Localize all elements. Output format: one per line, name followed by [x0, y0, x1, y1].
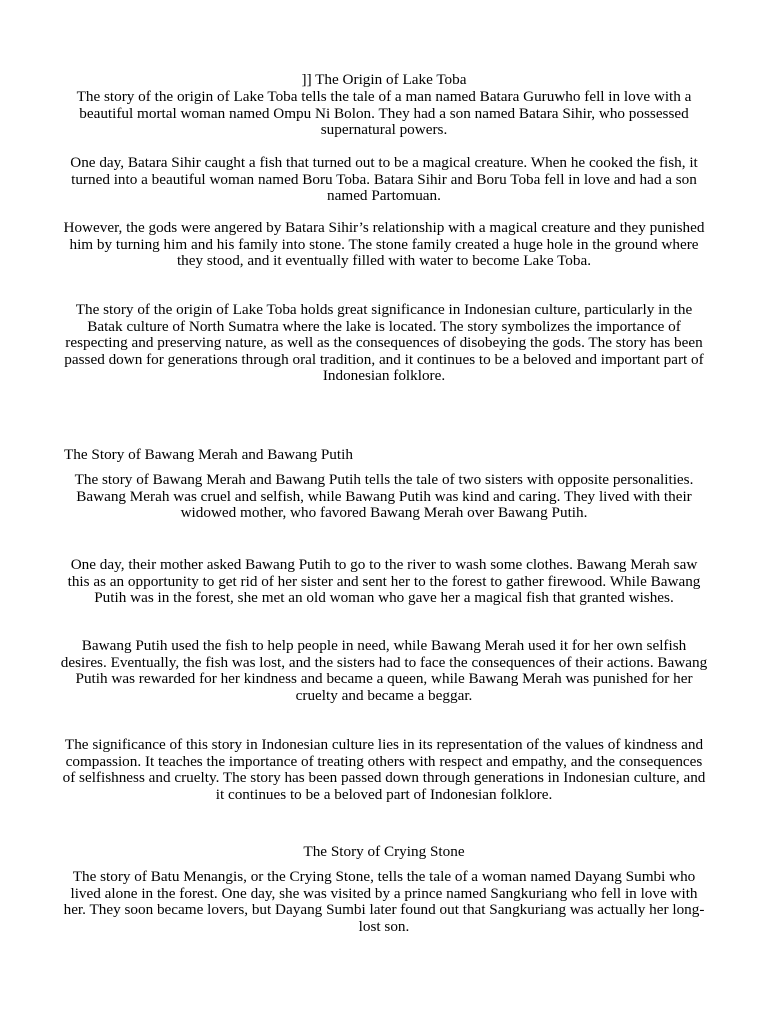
- paragraph-crying-stone-1: The story of Batu Menangis, or the Crying Stone, tells the tale of a woman named Dayang Sumbi who lived alone in the forest. One day, she was visited by a prince named Sangkuriang who fell in love with her. They soon became lovers, but Dayang Sumbi later found out that Sangkuriang was actually her long-lost son.: [63, 868, 705, 935]
- paragraph-bawang-2: One day, their mother asked Bawang Putih to go to the river to wash some clothes. Bawang Merah saw this as an opportunity to get rid of her sister and sent her to the forest to gather firewood. While Bawang Putih was in the forest, she met an old woman who gave her a magical fish that granted wishes.: [67, 556, 701, 607]
- paragraph-bawang-3: Bawang Putih used the fish to help people in need, while Bawang Merah used it for her own selfish desires. Eventually, the fish was lost, and the sisters had to face the consequences of their actions. Bawang Putih was rewarded for her kindness and became a queen, while Bawang Merah was punished for her cruelty and became a beggar.: [60, 637, 708, 704]
- paragraph-lake-toba-3: However, the gods were angered by Batara Sihir’s relationship with a magical creature and they punished him by turning him and his family into stone. The stone family created a huge hole in the ground where they stood, and it eventually filled with water to become Lake Toba.: [63, 219, 705, 270]
- paragraph-bawang-4: The significance of this story in Indonesian culture lies in its representation of the values of kindness and compassion. It teaches the importance of treating others with respect and empathy, and the consequences of selfishness and cruelty. The story has been passed down through generations in Indonesian culture, and it continues to be a beloved part of Indonesian folklore.: [62, 736, 706, 803]
- section-title-lake-toba: ]] The Origin of Lake Toba: [301, 71, 467, 88]
- paragraph-lake-toba-4: The story of the origin of Lake Toba holds great significance in Indonesian culture, particularly in the Batak culture of North Sumatra where the lake is located. The story symbolizes the importance of respecting and preserving nature, as well as the consequences of disobeying the gods. The story has been passed down for generations through oral tradition, and it continues to be a beloved and important part of Indonesian folklore.: [64, 301, 704, 385]
- paragraph-lake-toba-2: One day, Batara Sihir caught a fish that turned out to be a magical creature. When he cooked the fish, it turned into a beautiful woman named Boru Toba. Batara Sihir and Boru Toba fell in love and had a son named Partomuan.: [70, 154, 698, 205]
- section-title-bawang: The Story of Bawang Merah and Bawang Putih: [64, 446, 353, 463]
- paragraph-lake-toba-1: The story of the origin of Lake Toba tells the tale of a man named Batara Guruwho fell in love with a beautiful mortal woman named Ompu Ni Bolon. They had a son named Batara Sihir, who possessed supernatural powers.: [76, 88, 692, 139]
- paragraph-bawang-1: The story of Bawang Merah and Bawang Putih tells the tale of two sisters with opposite personalities. Bawang Merah was cruel and selfish, while Bawang Putih was kind and caring. They lived with their widowed mother, who favored Bawang Merah over Bawang Putih.: [74, 471, 694, 522]
- section-title-crying-stone: The Story of Crying Stone: [303, 843, 465, 860]
